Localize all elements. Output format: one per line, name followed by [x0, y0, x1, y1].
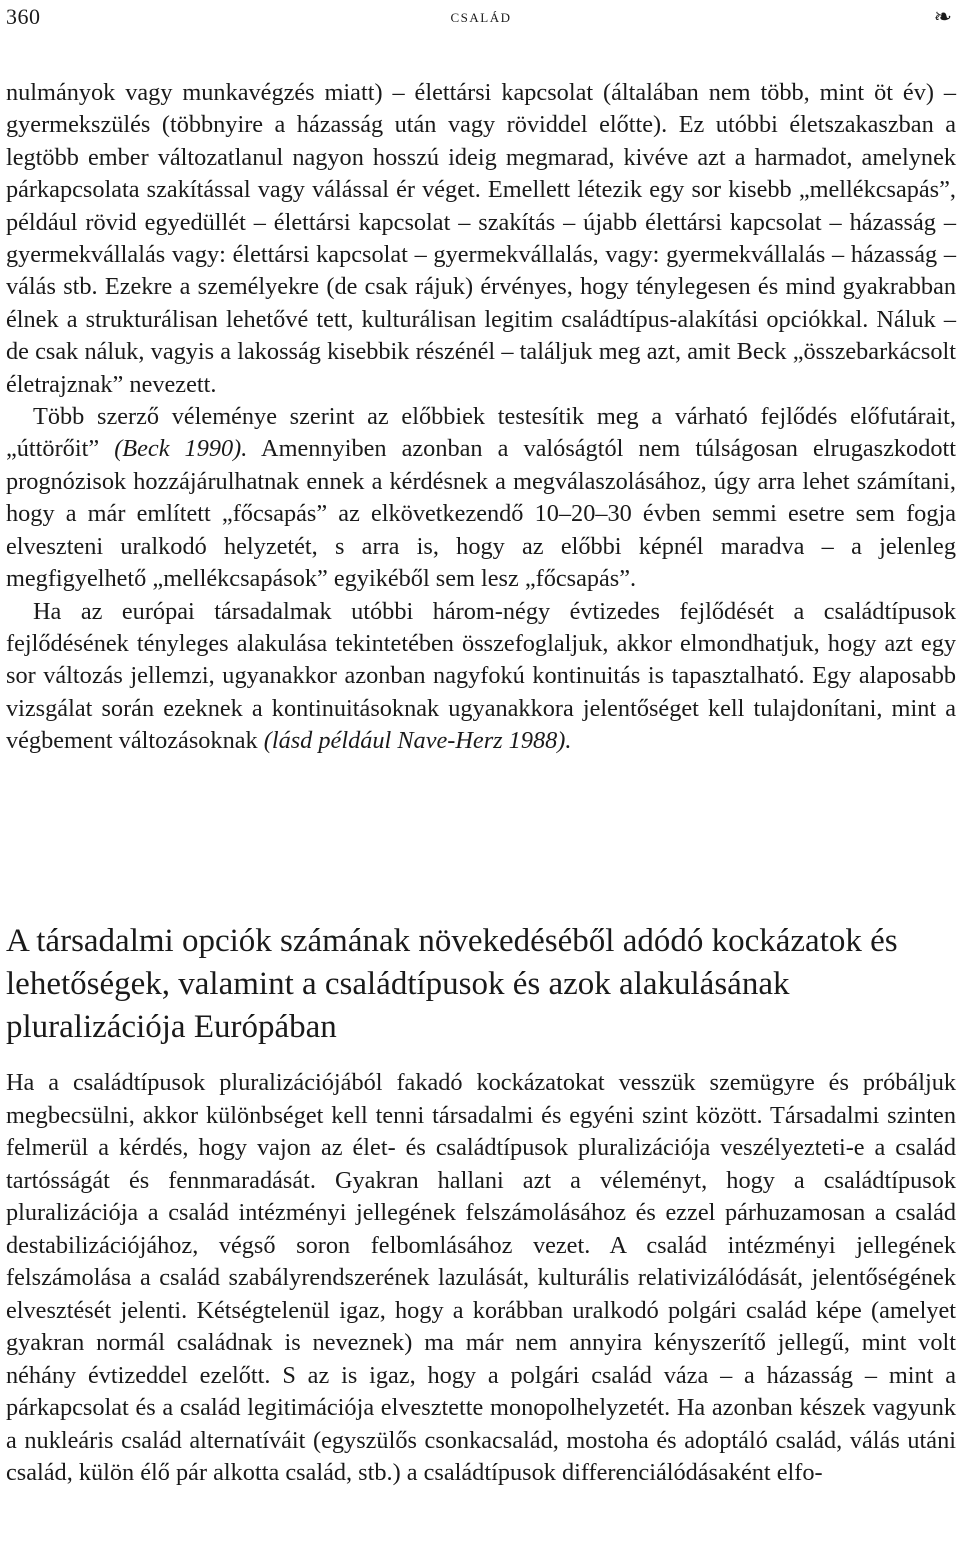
book-page — [6, 0, 956, 1544]
paragraph-forerunners — [6, 401, 956, 595]
page-number: 360 — [6, 4, 41, 29]
body-text — [6, 77, 956, 758]
paragraph-text: Több szerző véleménye szerint az előbbiek testesítik meg a várható fejlődés előfutárait, „úttörőit” — [6, 403, 956, 463]
running-title: család — [450, 6, 512, 27]
paragraph-continuity — [6, 596, 956, 758]
running-head — [6, 4, 956, 34]
section-heading: A társadalmi opciók számának növekedéséből adódó kockázatok és lehetőségek, valamint a családtípusok és azok alakulásának pluralizációja Európában — [6, 923, 898, 1045]
section-body — [6, 1067, 956, 1490]
citation-beck: (Beck 1990). — [114, 435, 248, 463]
fleuron-icon: ❧ — [933, 4, 952, 29]
citation-nave-herz: (lásd például Nave-Herz 1988). — [263, 727, 572, 755]
paragraph-text: Ha az európai társadalmak utóbbi három-négy évtizedes fejlődését a családtípusok fejlődésének tényleges alakulása tekintetében összefoglaljuk, akkor elmondhatjuk, hogy azt egy sor változás jellemzi, ugyanakkor azonban nagyfokú kontinuitás is tapasztalható. Egy alaposabb vizsgálat során ezeknek a kontinuitásoknak ugyanakkora jelentőséget kell tulajdonítani, mint a végbement változásoknak — [6, 597, 956, 755]
paragraph-text: Amennyiben azonban a valóságtól nem túlságosan elrugaszkodott prognózisok hozzájárulhatnak ennek a kérdésnek a megválaszolásához, úgy arra lehet számítani, hogy a már említett „főcsapás” az elkövetkezendő 10–20–30 évben semmi esetre sem fogja elveszteni uralkodó helyzetét, s arra is, hogy az előbbi képnél maradva – a jelenleg megfigyelhető „mellékcsapások” egyikéből sem lesz „főcsapás”. — [6, 435, 957, 593]
paragraph-risks: Ha a családtípusok pluralizációjából fakadó kockázatokat vesszük szemügyre és próbáljuk megbecsülni, akkor különbséget kell tenni társadalmi és egyéni szint között. Társadalmi szinten felmerül a kérdés, hogy vajon az élet- és családtípusok pluralizációja veszélyezteti-e a család tartósságát és fennmaradását. Gyakran hallani azt a véleményt, hogy a családtípusok pluralizációja a család intézményi jellegének felszámolásához és ezzel párhuzamosan a család destabilizációjához, végső soron felbomlásához vezet. A család intézményi jellegének felszámolása a család szabályrendszerének lazulását, kulturális relativizálódását, jelentőségének elvesztését jelenti. Kétségtelenül igaz, hogy a korábban uralkodó polgári család képe (amelyet gyakran normál családnak is neveznek) ma már nem annyira kényszerítő jellegű, mint volt néhány évtizeddel ezelőtt. S az is igaz, hogy a polgári család váza – a házasság – mint a párkapcsolat és a család legitimációja elvesztette monopolhelyzetét. Ha azonban készek vagyunk a nukleáris család alternatíváit (egyszülős csonkacsalád, mostoha és adoptáló család, válás utáni család, külön élő pár alkotta család, stb.) a családtípusok differenciálódásaként elfo- — [6, 1069, 956, 1486]
paragraph-continued: nulmányok vagy munkavégzés miatt) – élettársi kapcsolat (általában nem több, mint öt év) – gyermekszülés (többnyire a házasság után vagy röviddel előtte). Ez utóbbi életszakaszban a legtöbb ember változatlanul nagyon hosszú ideig megmarad, kivéve azt a harmadot, amelynek párkapcsolata szakítással vagy válással ér véget. Emellett létezik egy sor kisebb „mellékcsapás”, például rövid egyedüllét – élettársi kapcsolat – szakítás – újabb élettársi kapcsolat – házasság – gyermekvállalás vagy: élettársi kapcsolat – gyermekvállalás, vagy: gyermekvállalás – házasság – válás stb. Ezekre a személyekre (de csak rájuk) érvényes, hogy ténylegesen és mind gyakrabban élnek a strukturálisan lehetővé tett, kulturálisan legitim családtípus-alakítási opciókkal. Náluk – de csak náluk, vagyis a lakosság kisebbik részénél – találjuk meg azt, amit Beck „összebarkácsolt életrajznak” nevezett. — [6, 79, 956, 398]
